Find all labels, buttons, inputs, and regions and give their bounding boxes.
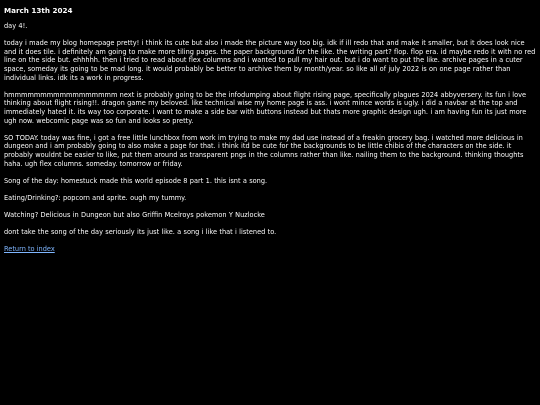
watching: Watching? Delicious in Dungeon but also Griffin Mcelroys pokemon Y Nuzlocke <box>4 211 265 220</box>
return-to-index-link[interactable]: Return to index <box>4 245 55 254</box>
post-paragraph-today: SO TODAY. today was fine, i got a free little lunchbox from work im trying to make my dad use instead of a freakin grocery bag. i watched more delicious in dungeon and i am probably going to also make a page for that. i think itd be cute for the backgrounds to be little chibis of the characters on the side. it probably wouldnt be easier to like, put them around as transparent pngs in the columns rather than like. nailing them to the background. thinking thoughts haha. ugh flex columns. someday. tomorrow or friday. <box>4 133 524 168</box>
eating-drinking: Eating/Drinking?: popcorn and sprite. ough my tummy. <box>4 193 187 202</box>
post-paragraph-day: day 4!. <box>4 22 28 30</box>
song-disclaimer: dont take the song of the day seriously its just like. a song i like that i listened to. <box>4 228 277 237</box>
post-paragraph-homepage: today i made my blog homepage pretty! i think its cute but also i made the picture way too big. idk if ill redo that and make it smaller, but it does look nice and it does tile. i definitely am going to make more tiling pages. the paper background for the like. the writing part? flop. flop era. id maybe redo it with no red line on the side but. ehhhhh. then i tried to read about flex columns and i wanted to pull my hair out. but i do want to put the like. archive pages in a cuter space, someday its going to be mad long. it would probably be better to archive them by month/year. so like all of july 2022 is on one page rather than individual links. idk its a work in progress. <box>4 39 536 82</box>
post-paragraph-flight-rising: hmmmmmmmmmmmmmmmmm next is probably going to be the infodumping about flight rising page, specifically plagues 2024 abbyversery. its fun i love thinking about flight rising!!. dragon game my beloved. like technical wise my home page is ass. i wont mince words is ugly. i did a navbar at the top and immediately hated it. its way too corporate. i want to make a side bar with buttons instead but thats more graphic design ugh. i am having fun its just more ugh now. webcomic page was so fun and looks so pretty. <box>4 90 527 125</box>
post-title: March 13th 2024 <box>4 6 73 15</box>
song-of-the-day: Song of the day: homestuck made this world episode 8 part 1. this isnt a song. <box>4 176 268 185</box>
